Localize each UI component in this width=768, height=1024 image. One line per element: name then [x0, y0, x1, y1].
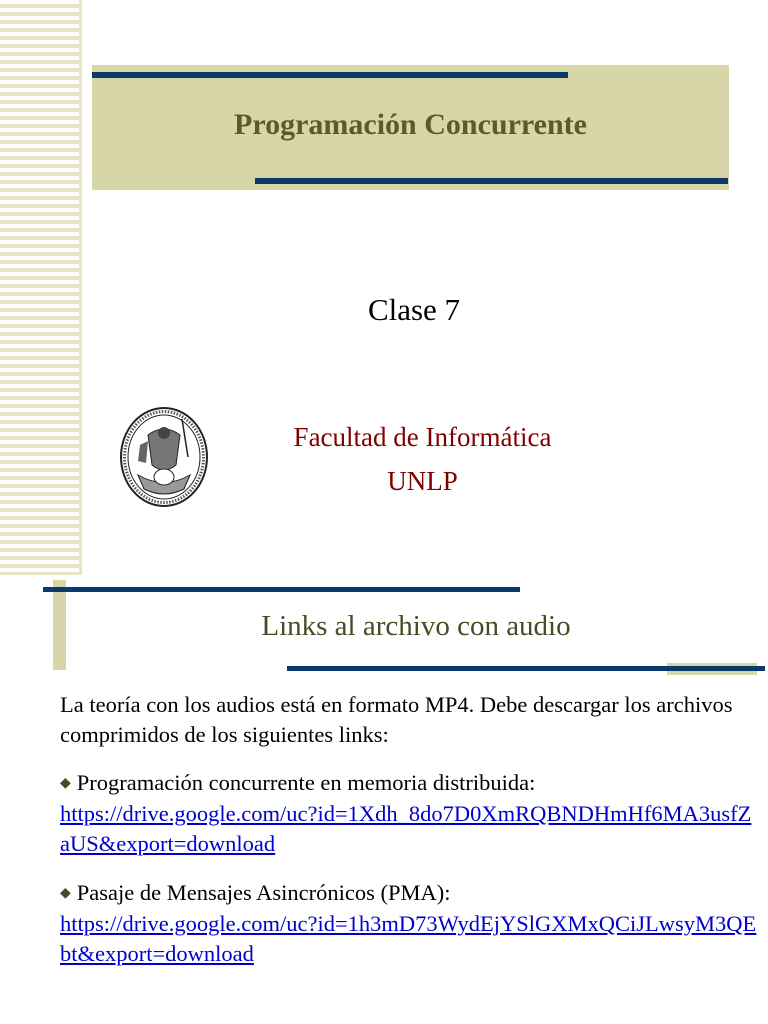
list-item [60, 878, 760, 969]
university-name: UNLP [387, 466, 458, 496]
title-top-bar [92, 72, 568, 78]
intro-paragraph: La teoría con los audios está en formato MP4. Debe descargar los archivos comprimidos de los siguientes links: [60, 692, 733, 747]
list-item [60, 768, 760, 859]
download-link-1[interactable]: https://drive.google.com/uc?id=1Xdh_8do7D0XmRQBNDHmHf6MA3usfZaUS&export=download [60, 801, 752, 856]
faculty-name: Facultad de Informática [293, 422, 552, 452]
heading-top-bar [43, 587, 520, 592]
diamond-bullet-icon: ◆ [60, 886, 71, 901]
download-link-2[interactable]: https://drive.google.com/uc?id=1h3mD73WydEjYSlGXMxQCiJLwsyM3QEbt&export=download [60, 911, 757, 966]
heading-bottom-bar [287, 666, 765, 671]
diamond-bullet-icon: ◆ [60, 776, 71, 791]
item-label: Pasaje de Mensajes Asincrónicos (PMA): [76, 880, 451, 905]
item-label: Programación concurrente en memoria distribuida: [76, 770, 536, 795]
slide2-heading: Links al archivo con audio [261, 610, 571, 642]
decorative-stripes [0, 0, 82, 575]
class-number: Clase 7 [367, 292, 461, 327]
title-bottom-bar [255, 178, 728, 184]
unlp-seal-icon [118, 405, 210, 509]
slide-title: Programación Concurrente [234, 108, 587, 141]
heading-side-bar [53, 580, 66, 670]
